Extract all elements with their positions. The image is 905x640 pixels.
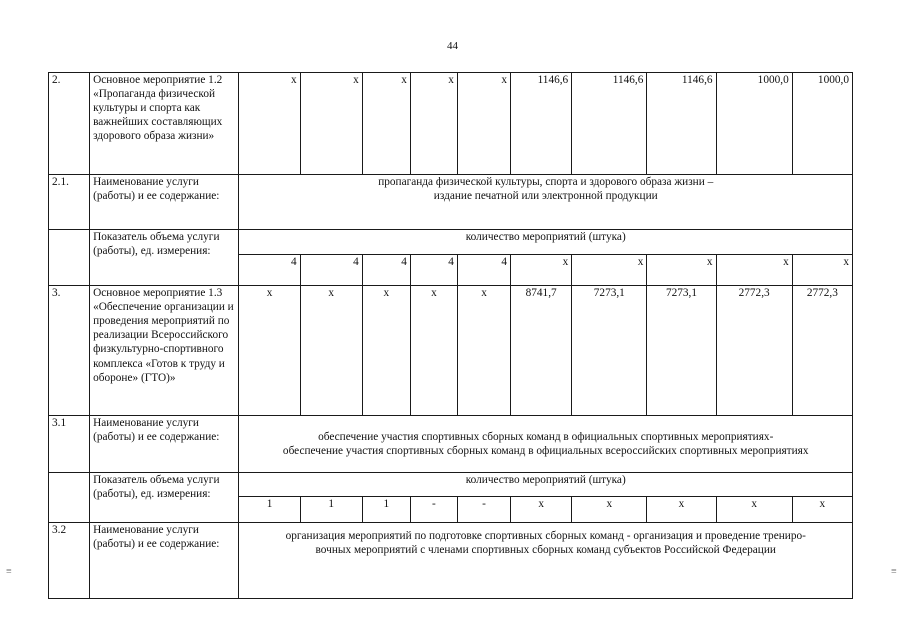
- value-cell: 4: [239, 255, 300, 286]
- row-number: 3.: [49, 286, 90, 416]
- value-cell: х: [792, 255, 852, 286]
- indicator-label: Показатель объема услуги (работы), ед. измерения:: [90, 230, 239, 286]
- value-cell: х: [457, 73, 510, 175]
- value-cell: 4: [457, 255, 510, 286]
- value-cell: -: [457, 497, 510, 523]
- row-number: 3.1: [49, 416, 90, 473]
- value-cell: х: [511, 497, 572, 523]
- indicator-label: Показатель объема услуги (работы), ед. измерения:: [90, 473, 239, 523]
- value-cell: х: [572, 255, 647, 286]
- row-number: 2.1.: [49, 175, 90, 230]
- value-cell: х: [239, 73, 300, 175]
- value-cell: -: [410, 497, 457, 523]
- value-cell: х: [362, 286, 410, 416]
- value-cell: х: [300, 286, 362, 416]
- empty-cell: [49, 473, 90, 523]
- value-cell: 1: [239, 497, 300, 523]
- service-text-line: вочных мероприятий с членами спортивных сборных команд субъектов Российской Федерации: [315, 544, 776, 557]
- value-cell: 1: [362, 497, 410, 523]
- margin-mark-left: ≡: [6, 566, 12, 577]
- service-label: Наименование услуги (работы) и ее содержание:: [90, 175, 239, 230]
- value-cell: х: [511, 255, 572, 286]
- value-cell: х: [362, 73, 410, 175]
- value-cell: 4: [410, 255, 457, 286]
- value-cell: х: [716, 255, 792, 286]
- value-cell: х: [300, 73, 362, 175]
- value-cell: х: [716, 497, 792, 523]
- table-row-3-2-service: [49, 523, 853, 599]
- program-measures-table: [48, 72, 853, 599]
- page-number: 44: [447, 40, 458, 52]
- value-cell: х: [792, 497, 852, 523]
- value-cell: 1146,6: [647, 73, 716, 175]
- value-cell: 1000,0: [716, 73, 792, 175]
- table-row-3: [49, 286, 853, 416]
- value-cell: 8741,7: [511, 286, 572, 416]
- value-cell: 1146,6: [572, 73, 647, 175]
- value-cell: х: [239, 286, 300, 416]
- indicator-unit: количество мероприятий (штука): [239, 230, 853, 255]
- value-cell: 2772,3: [716, 286, 792, 416]
- value-cell: х: [572, 497, 647, 523]
- service-text-line: организация мероприятий по подготовке спортивных сборных команд - организация и проведение трениро-: [285, 530, 806, 542]
- indicator-unit: количество мероприятий (штука): [239, 473, 853, 497]
- measure-name: Основное мероприятие 1.3 «Обеспечение организации и проведения мероприятий по реализации Всероссийского физкультурно-спортивного комплекса «Готов к труду и обороне» (ГТО)»: [90, 286, 239, 416]
- service-description: [239, 175, 853, 230]
- value-cell: 2772,3: [792, 286, 852, 416]
- value-cell: 4: [300, 255, 362, 286]
- value-cell: х: [457, 286, 510, 416]
- row-number: 2.: [49, 73, 90, 175]
- service-text-line: обеспечение участия спортивных сборных команд в официальных спортивных мероприятиях-: [318, 430, 774, 443]
- value-cell: 7273,1: [647, 286, 716, 416]
- empty-cell: [49, 230, 90, 286]
- value-cell: х: [647, 497, 716, 523]
- value-cell: х: [647, 255, 716, 286]
- value-cell: 1146,6: [511, 73, 572, 175]
- table-row-3-1-service: [49, 416, 853, 473]
- service-description: [239, 416, 853, 473]
- measure-name: Основное мероприятие 1.2 «Пропаганда физической культуры и спорта как важнейших составляющих здорового образа жизни»: [90, 73, 239, 175]
- service-label: Наименование услуги (работы) и ее содержание:: [90, 416, 239, 473]
- table-row-2-1-indicator-unit: [49, 230, 853, 255]
- row-number: 3.2: [49, 523, 90, 599]
- value-cell: 1: [300, 497, 362, 523]
- table-row-3-1-indicator-unit: [49, 473, 853, 497]
- service-label: Наименование услуги (работы) и ее содержание:: [90, 523, 239, 599]
- service-description: [239, 523, 853, 599]
- value-cell: х: [410, 286, 457, 416]
- value-cell: 1000,0: [792, 73, 852, 175]
- margin-mark-right: ≡: [891, 566, 897, 577]
- table-row-2: [49, 73, 853, 175]
- value-cell: 4: [362, 255, 410, 286]
- service-text-line: издание печатной или электронной продукции: [433, 190, 658, 203]
- value-cell: 7273,1: [572, 286, 647, 416]
- value-cell: х: [410, 73, 457, 175]
- service-text-line: пропаганда физической культуры, спорта и здорового образа жизни –: [378, 176, 714, 188]
- table-row-2-1-service: [49, 175, 853, 230]
- service-text-line: обеспечение участия спортивных сборных команд в официальных всероссийских спортивных мероприятиях: [282, 445, 809, 457]
